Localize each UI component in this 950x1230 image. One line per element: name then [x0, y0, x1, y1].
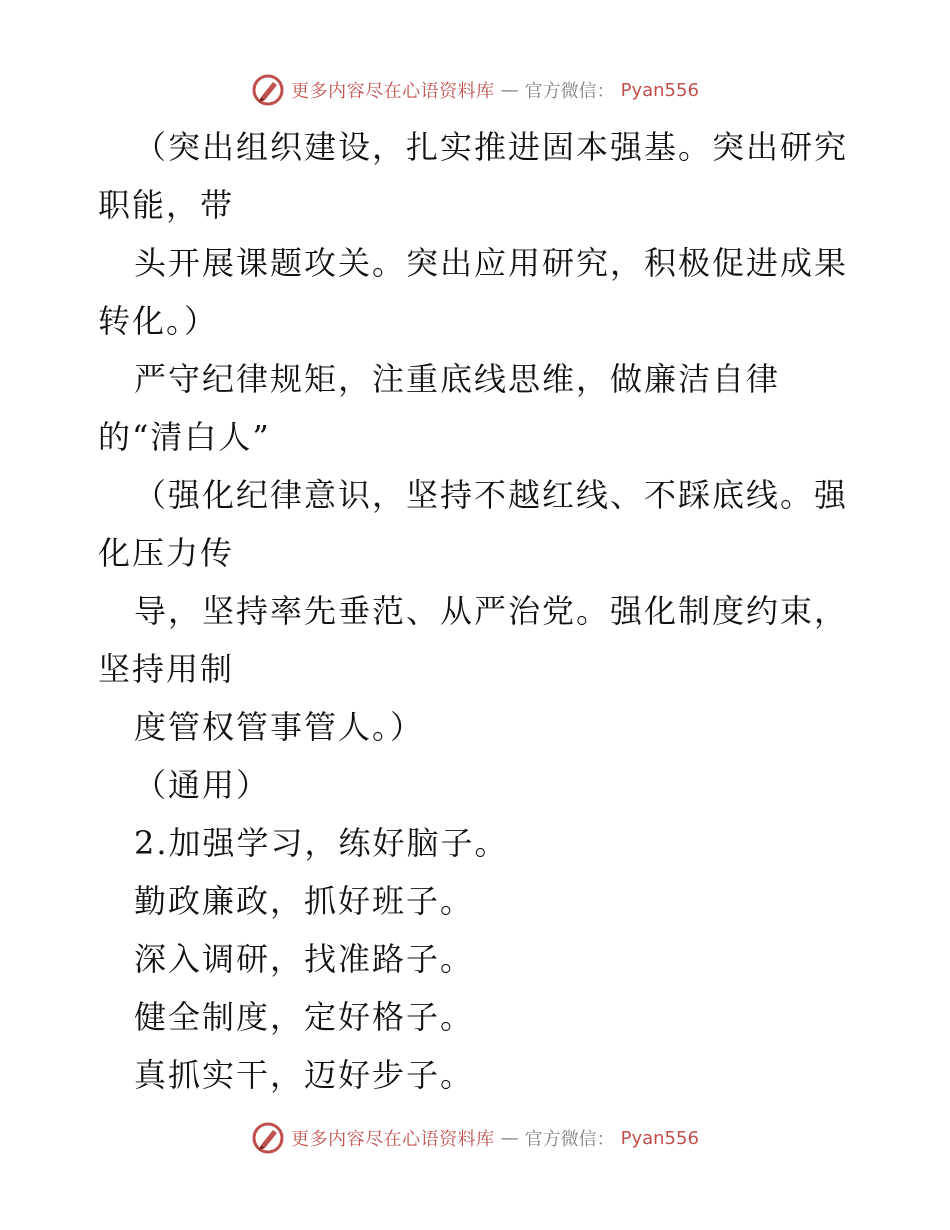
text-line: 化压力传 — [98, 534, 235, 572]
text-line: 导，坚持率先垂范、从严治党。强化制度约束， — [134, 592, 849, 630]
banner-text: 更多内容尽在心语资料库 — [291, 81, 495, 102]
pen-logo-icon — [251, 1121, 285, 1155]
banner-separator: — — [500, 1127, 519, 1149]
footer-banner — [0, 1118, 950, 1158]
text-line: 转化。） — [98, 302, 219, 340]
banner-text: 更多内容尽在心语资料库 — [291, 1129, 495, 1150]
banner-official-label: 官方微信： — [524, 81, 615, 102]
banner-separator: — — [500, 79, 519, 101]
text-line: 头开展课题攻关。突出应用研究，积极促进成果 — [134, 244, 849, 282]
text-line: （强化纪律意识，坚持不越红线、不踩底线。强 — [134, 476, 849, 514]
document-body — [98, 118, 868, 1104]
text-line: 严守纪律规矩，注重底线思维，做廉洁自律 — [134, 360, 781, 398]
text-line: 健全制度，定好格子。 — [134, 998, 475, 1036]
text-line: （通用） — [134, 766, 271, 804]
text-line: 职能，带 — [98, 186, 235, 224]
banner-official-label: 官方微信： — [524, 1129, 615, 1150]
banner-wechat-id: Pyan556 — [620, 1127, 699, 1149]
text-line: 的“清白人” — [98, 418, 271, 456]
text-line: 坚持用制 — [98, 650, 235, 688]
text-line: 勤政廉政，抓好班子。 — [134, 882, 475, 920]
text-line: 深入调研，找准路子。 — [134, 940, 475, 978]
text-line: 2.加强学习，练好脑子。 — [134, 824, 509, 862]
text-line: （突出组织建设，扎实推进固本强基。突出研究 — [134, 128, 849, 166]
pen-logo-icon — [251, 73, 285, 107]
header-banner — [0, 70, 950, 110]
banner-wechat-id: Pyan556 — [620, 79, 699, 101]
text-line: 度管权管事管人。） — [134, 708, 425, 746]
text-line: 真抓实干，迈好步子。 — [134, 1056, 475, 1094]
